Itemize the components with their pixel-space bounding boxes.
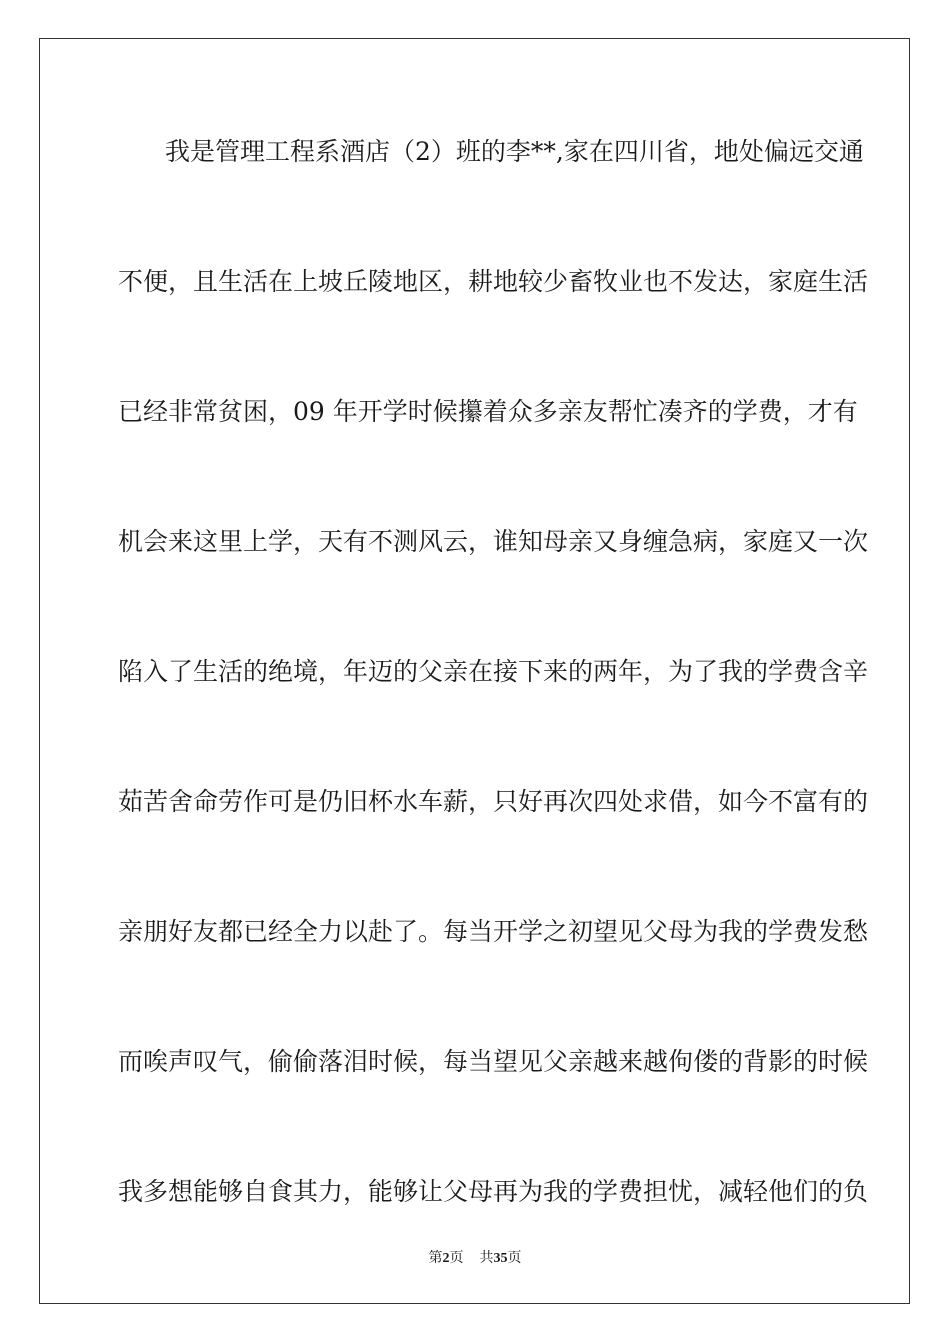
text-line-5: 陷入了生活的绝境，年迈的父亲在接下来的两年，为了我的学费含辛 — [118, 657, 869, 686]
body-text — [118, 120, 869, 1290]
page-footer — [0, 1247, 950, 1267]
page-number: 2 — [442, 1251, 450, 1266]
text-line-4: 机会来这里上学，天有不测风云，谁知母亲又身缠急病，家庭又一次 — [118, 527, 869, 556]
text-line-1: 我是管理工程系酒店（2）班的李**,家在四川省，地处偏远交通 — [165, 137, 864, 166]
page-suffix: 页 — [449, 1250, 464, 1266]
total-pages: 35 — [493, 1251, 508, 1266]
text-line-6: 茹苦舍命劳作可是仍旧杯水车薪，只好再次四处求借，如今不富有的 — [118, 787, 869, 816]
text-line-2: 不便，且生活在上坡丘陵地区，耕地较少畜牧业也不发达，家庭生活 — [118, 267, 869, 296]
total-prefix: 共 — [479, 1250, 494, 1266]
total-suffix: 页 — [507, 1250, 522, 1266]
text-line-8: 而唉声叹气，偷偷落泪时候，每当望见父亲越来越佝偻的背影的时候 — [118, 1047, 869, 1076]
text-line-9: 我多想能够自食其力，能够让父母再为我的学费担忧，减轻他们的负 — [118, 1177, 869, 1206]
text-line-3: 已经非常贫困，09 年开学时候攥着众多亲友帮忙凑齐的学费，才有 — [118, 397, 858, 426]
page-prefix: 第 — [428, 1250, 443, 1266]
text-line-7: 亲朋好友都已经全力以赴了。每当开学之初望见父母为我的学费发愁 — [118, 917, 869, 946]
